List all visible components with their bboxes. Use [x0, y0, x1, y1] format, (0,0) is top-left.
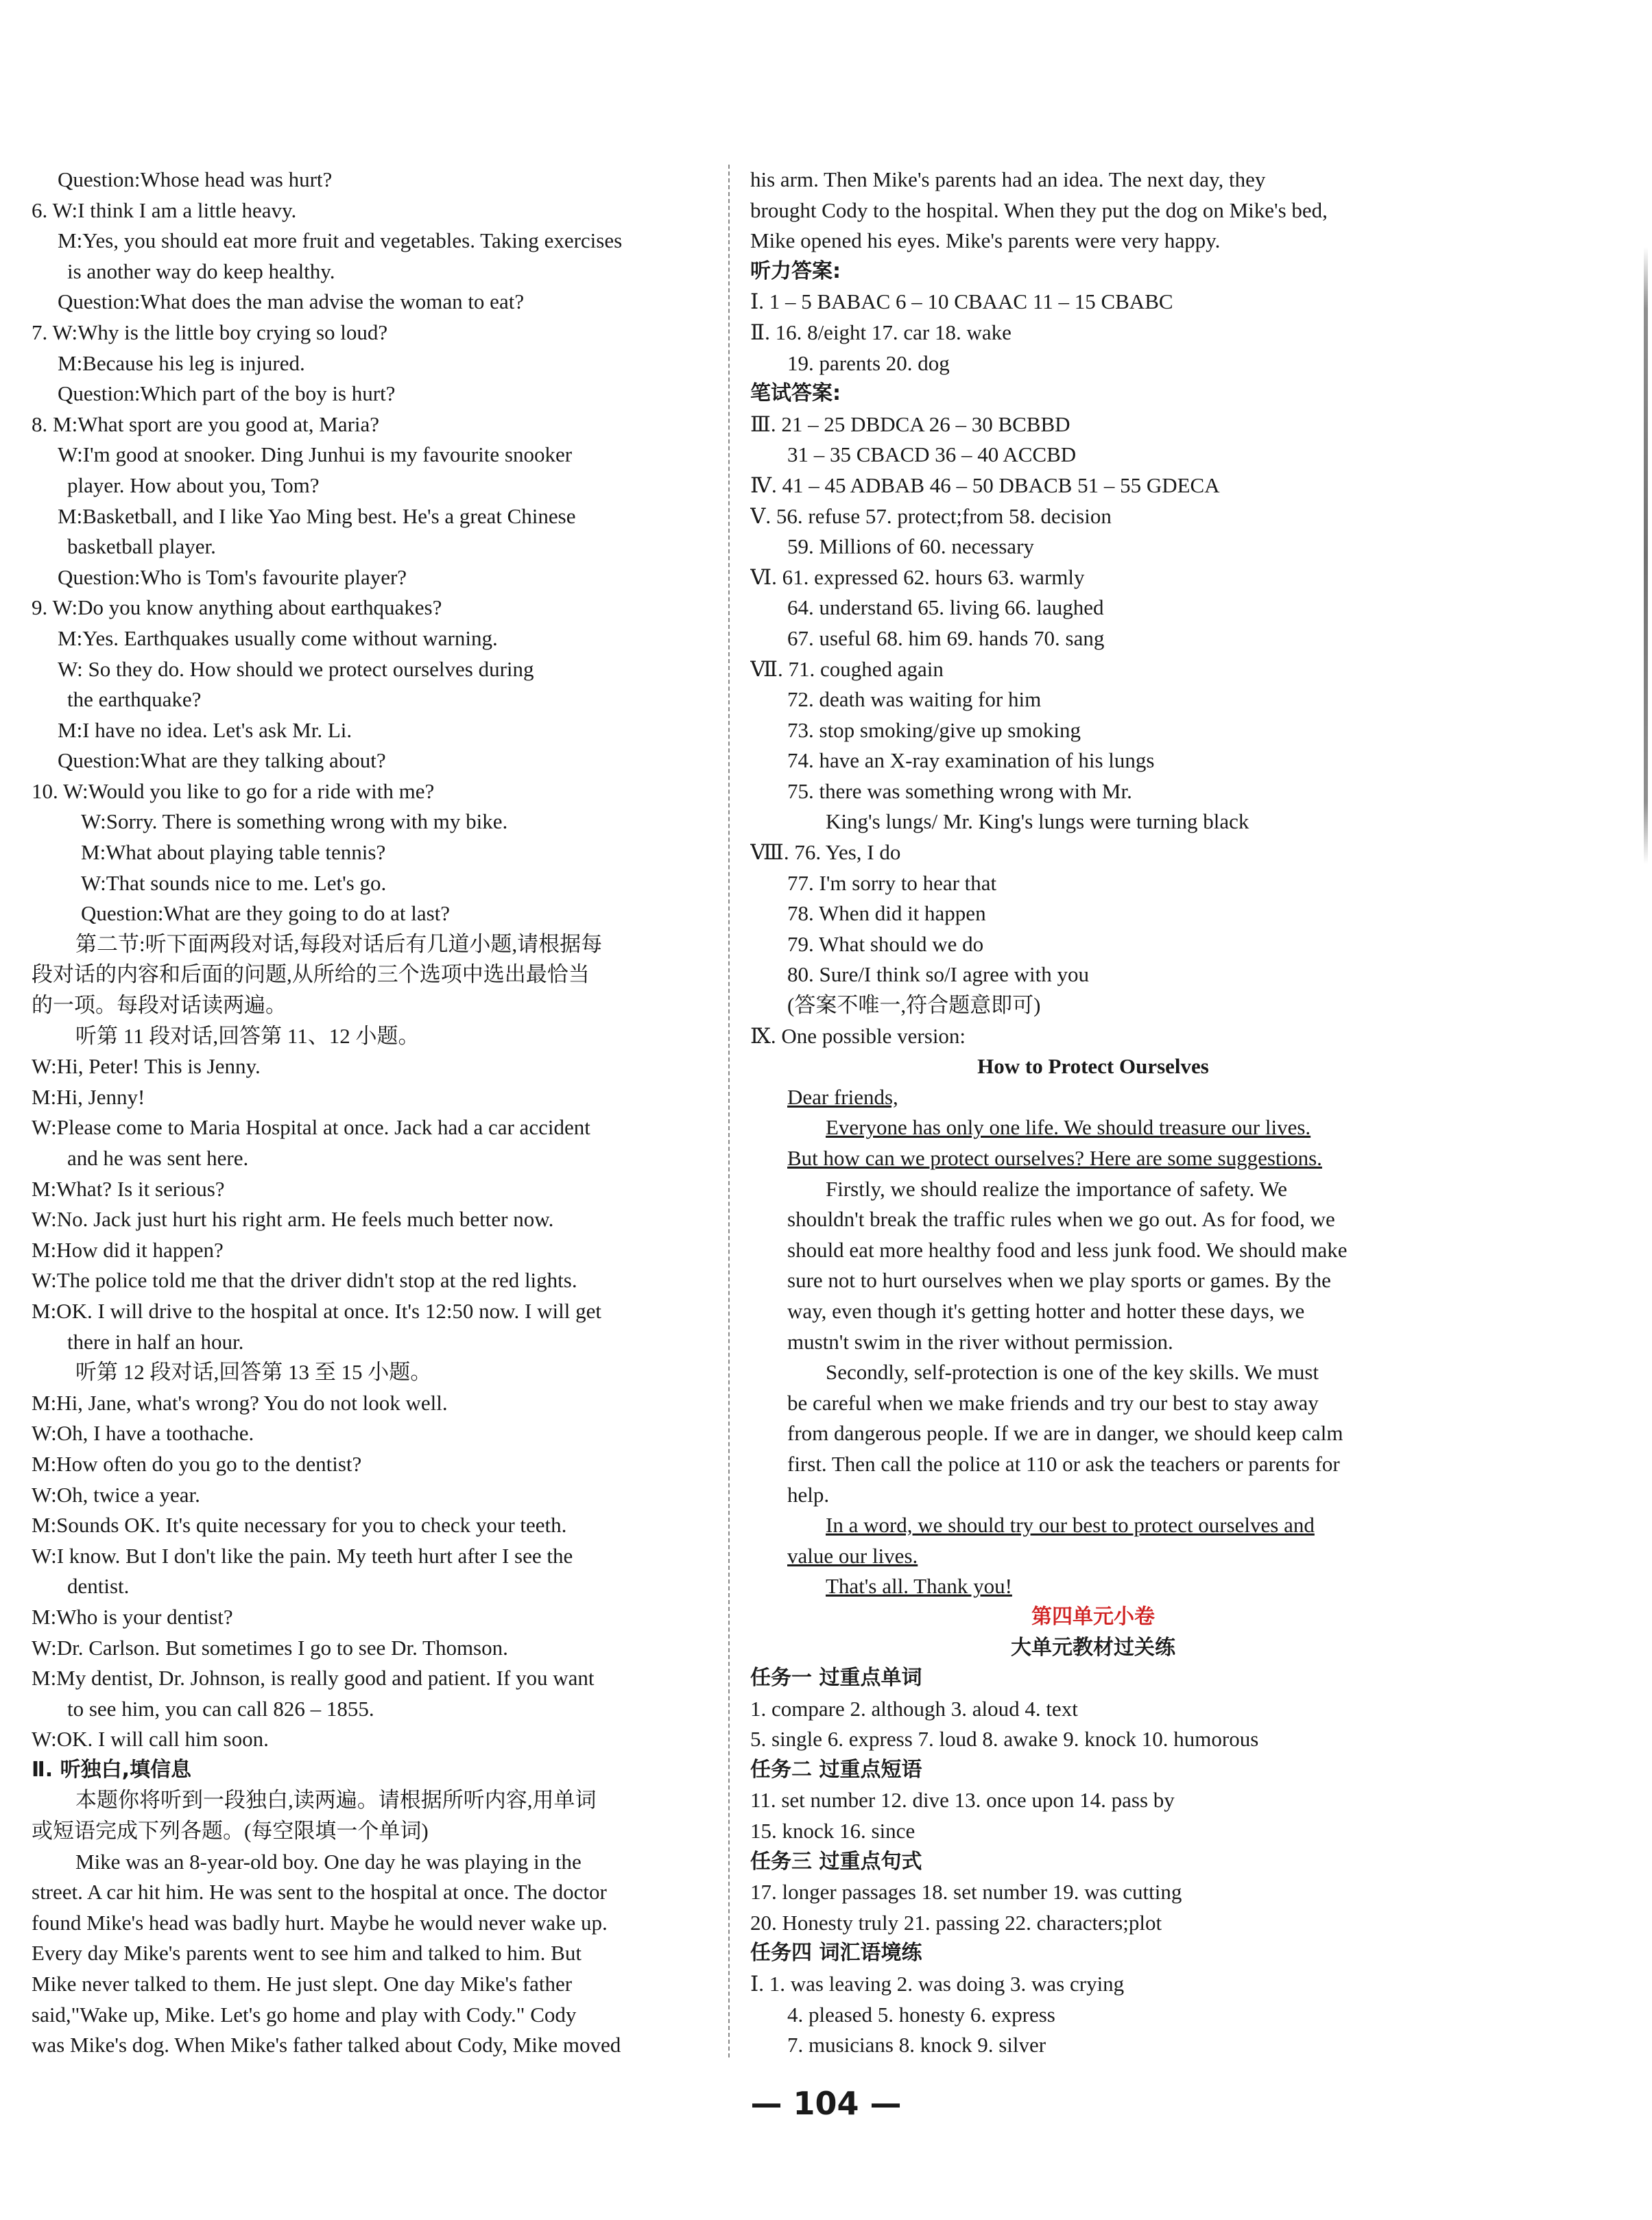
- right-column-line: 17. longer passages 18. set number 19. was cutting: [750, 1880, 1182, 1905]
- right-column-line: sure not to hurt ourselves when we play sports or games. By the: [787, 1268, 1331, 1293]
- left-column-line: W:Sorry. There is something wrong with my bike.: [81, 809, 508, 834]
- right-column-line: 75. there was something wrong with Mr.: [787, 778, 1132, 803]
- scan-edge-shadow: [1644, 247, 1648, 864]
- left-column-line: W:I know. But I don't like the pain. My teeth hurt after I see the: [32, 1543, 573, 1568]
- left-column-line: Question:What are they going to do at last?: [81, 901, 451, 926]
- right-column-line: 59. Millions of 60. necessary: [787, 534, 1034, 559]
- right-column-line: 听力答案:: [750, 259, 841, 283]
- right-column-line: 74. have an X-ray examination of his lungs: [787, 748, 1155, 773]
- left-column-line: 听第 12 段对话,回答第 13 至 15 小题。: [75, 1360, 432, 1385]
- right-column-line: 任务二 过重点短语: [750, 1757, 922, 1782]
- right-column-line: value our lives.: [787, 1543, 918, 1568]
- left-column-line: the earthquake?: [67, 687, 202, 712]
- right-column-line: 任务四 词汇语境练: [750, 1941, 922, 1966]
- right-column-line: Ⅵ. 61. expressed 62. hours 63. warmly: [750, 564, 1085, 589]
- left-column-line: 本题你将听到一段独白,读两遍。请根据所听内容,用单词: [75, 1788, 597, 1813]
- left-column-line: W:Dr. Carlson. But sometimes I go to see Dr. Thomson.: [32, 1635, 508, 1660]
- left-column-line: M:I have no idea. Let's ask Mr. Li.: [58, 717, 352, 742]
- left-column-line: basketball player.: [67, 534, 216, 559]
- right-column-line: 1. compare 2. although 3. aloud 4. text: [750, 1696, 1078, 1721]
- right-column-line: Ⅸ. One possible version:: [750, 1023, 966, 1048]
- left-column-line: 7. W:Why is the little boy crying so loud?: [32, 320, 388, 344]
- page-number: — 104 —: [750, 2085, 902, 2122]
- right-column-line: 72. death was waiting for him: [787, 687, 1042, 712]
- left-column-line: M:My dentist, Dr. Johnson, is really good and patient. If you want: [32, 1666, 595, 1691]
- right-column-line: Secondly, self-protection is one of the key skills. We must: [826, 1360, 1319, 1385]
- right-column-line: 笔试答案:: [750, 381, 841, 406]
- left-column-line: W:Hi, Peter! This is Jenny.: [32, 1054, 261, 1079]
- left-column-line: M:Basketball, and I like Yao Ming best. He's a great Chinese: [58, 503, 576, 528]
- left-column-line: Question:What are they talking about?: [58, 748, 386, 773]
- left-column-line: M:Because his leg is injured.: [58, 350, 305, 375]
- right-column-line: Ⅰ. 1 – 5 BABAC 6 – 10 CBAAC 11 – 15 CBABC: [750, 289, 1173, 314]
- right-column-line: way, even though it's getting hotter and hotter these days, we: [787, 1298, 1305, 1323]
- right-column-line: 大单元教材过关练: [1011, 1635, 1175, 1660]
- left-column-line: M:Yes. Earthquakes usually come without warning.: [58, 625, 498, 650]
- right-column-line: 20. Honesty truly 21. passing 22. characters;plot: [750, 1910, 1162, 1935]
- right-column-line: Dear friends,: [787, 1084, 898, 1109]
- right-column-line: should eat more healthy food and less junk food. We should make: [787, 1237, 1348, 1262]
- right-column-line: 80. Sure/I think so/I agree with you: [787, 962, 1089, 987]
- right-column-line: 78. When did it happen: [787, 901, 986, 926]
- right-column-line: But how can we protect ourselves? Here are some suggestions.: [787, 1146, 1322, 1170]
- left-column-line: 听第 11 段对话,回答第 11、12 小题。: [75, 1023, 420, 1048]
- right-column-line: 31 – 35 CBACD 36 – 40 ACCBD: [787, 442, 1077, 467]
- right-column: [750, 165, 1436, 2061]
- left-column-line: W:Please come to Maria Hospital at once. Jack had a car accident: [32, 1115, 590, 1140]
- right-column-line: be careful when we make friends and try our best to stay away: [787, 1390, 1319, 1415]
- right-column-line: mustn't swim in the river without permission.: [787, 1329, 1173, 1354]
- left-column-line: 的一项。每段对话读两遍。: [32, 993, 287, 1018]
- right-column-line: How to Protect Ourselves: [977, 1054, 1209, 1079]
- left-column-line: 9. W:Do you know anything about earthquakes?: [32, 595, 442, 620]
- left-column-line: M:How did it happen?: [32, 1237, 224, 1262]
- left-column-line: there in half an hour.: [67, 1329, 244, 1354]
- left-column-line: Ⅱ. 听独白,填信息: [32, 1757, 191, 1782]
- left-column-line: 段对话的内容和后面的问题,从所给的三个选项中选出最恰当: [32, 962, 590, 987]
- left-column-line: to see him, you can call 826 – 1855.: [67, 1696, 374, 1721]
- left-column-line: W:The police told me that the driver didn't stop at the red lights.: [32, 1268, 577, 1293]
- right-column-line: 19. parents 20. dog: [787, 350, 950, 375]
- left-column-line: M:Yes, you should eat more fruit and vegetables. Taking exercises: [58, 228, 623, 253]
- left-column-line: Question:What does the man advise the woman to eat?: [58, 289, 525, 314]
- right-column-line: Ⅴ. 56. refuse 57. protect;from 58. decision: [750, 503, 1112, 528]
- right-column-line: Ⅰ. 1. was leaving 2. was doing 3. was crying: [750, 1972, 1125, 1996]
- left-column-line: M:Hi, Jenny!: [32, 1084, 145, 1109]
- right-column-line: shouldn't break the traffic rules when we go out. As for food, we: [787, 1207, 1335, 1232]
- left-column-line: 8. M:What sport are you good at, Maria?: [32, 411, 380, 436]
- left-column-line: M:What? Is it serious?: [32, 1176, 225, 1201]
- right-column-line: Ⅷ. 76. Yes, I do: [750, 840, 901, 865]
- left-column-line: Mike was an 8-year-old boy. One day he was playing in the: [75, 1849, 582, 1874]
- right-column-line: from dangerous people. If we are in danger, we should keep calm: [787, 1421, 1343, 1446]
- left-column-line: M:OK. I will drive to the hospital at once. It's 12:50 now. I will get: [32, 1298, 601, 1323]
- right-column-line: King's lungs/ Mr. King's lungs were turning black: [826, 809, 1249, 834]
- right-column-line: 7. musicians 8. knock 9. silver: [787, 2033, 1046, 2057]
- left-column-line: W:No. Jack just hurt his right arm. He feels much better now.: [32, 1207, 554, 1232]
- right-column-line: 4. pleased 5. honesty 6. express: [787, 2002, 1055, 2027]
- left-column-line: W:Oh, I have a toothache.: [32, 1421, 254, 1446]
- left-column-line: Mike never talked to them. He just slept. One day Mike's father: [32, 1972, 573, 1996]
- left-column-line: was Mike's dog. When Mike's father talked about Cody, Mike moved: [32, 2033, 621, 2057]
- left-column-line: found Mike's head was badly hurt. Maybe he would never wake up.: [32, 1910, 608, 1935]
- right-column-line: That's all. Thank you!: [826, 1574, 1012, 1599]
- left-column: [32, 165, 717, 2061]
- left-column-line: 6. W:I think I am a little heavy.: [32, 198, 297, 222]
- left-column-line: W:I'm good at snooker. Ding Junhui is my favourite snooker: [58, 442, 573, 467]
- right-column-line: 5. single 6. express 7. loud 8. awake 9. knock 10. humorous: [750, 1727, 1259, 1752]
- right-column-line: brought Cody to the hospital. When they put the dog on Mike's bed,: [750, 198, 1328, 222]
- left-column-line: Every day Mike's parents went to see him and talked to him. But: [32, 1941, 582, 1966]
- right-column-line: 任务三 过重点句式: [750, 1849, 922, 1874]
- right-column-line: 15. knock 16. since: [750, 1819, 915, 1843]
- right-column-line: Ⅳ. 41 – 45 ADBAB 46 – 50 DBACB 51 – 55 GDECA: [750, 473, 1220, 497]
- left-column-line: 或短语完成下列各题。(每空限填一个单词): [32, 1819, 429, 1843]
- left-column-line: W: So they do. How should we protect ourselves during: [58, 656, 534, 681]
- left-column-line: 10. W:Would you like to go for a ride with me?: [32, 778, 435, 803]
- right-column-line: his arm. Then Mike's parents had an idea. The next day, they: [750, 167, 1266, 191]
- left-column-line: street. A car hit him. He was sent to the hospital at once. The doctor: [32, 1880, 607, 1905]
- right-column-line: (答案不唯一,符合题意即可): [787, 993, 1041, 1018]
- right-column-line: In a word, we should try our best to protect ourselves and: [826, 1513, 1315, 1538]
- right-column-line: 79. What should we do: [787, 931, 984, 956]
- left-column-line: W:OK. I will call him soon.: [32, 1727, 269, 1752]
- left-column-line: said,"Wake up, Mike. Let's go home and play with Cody." Cody: [32, 2002, 577, 2027]
- left-column-line: W:That sounds nice to me. Let's go.: [81, 870, 387, 895]
- left-column-line: is another way do keep healthy.: [67, 259, 335, 283]
- left-column-line: M:Sounds OK. It's quite necessary for you to check your teeth.: [32, 1513, 567, 1538]
- left-column-line: Question:Whose head was hurt?: [58, 167, 333, 191]
- left-column-line: W:Oh, twice a year.: [32, 1482, 200, 1507]
- right-column-line: 67. useful 68. him 69. hands 70. sang: [787, 625, 1105, 650]
- right-column-line: 73. stop smoking/give up smoking: [787, 717, 1081, 742]
- left-column-line: M:Who is your dentist?: [32, 1604, 233, 1629]
- right-column-line: Mike opened his eyes. Mike's parents were very happy.: [750, 228, 1221, 253]
- right-column-line: first. Then call the police at 110 or ask the teachers or parents for: [787, 1451, 1340, 1476]
- column-divider: [728, 165, 730, 2057]
- right-column-line: Ⅶ. 71. coughed again: [750, 656, 944, 681]
- left-column-line: 第二节:听下面两段对话,每段对话后有几道小题,请根据每: [75, 931, 603, 956]
- right-column-line: 77. I'm sorry to hear that: [787, 870, 997, 895]
- right-column-line: 64. understand 65. living 66. laughed: [787, 595, 1104, 620]
- right-column-line: Ⅲ. 21 – 25 DBDCA 26 – 30 BCBBD: [750, 411, 1070, 436]
- right-column-line: Ⅱ. 16. 8/eight 17. car 18. wake: [750, 320, 1011, 344]
- left-column-line: player. How about you, Tom?: [67, 473, 320, 497]
- right-column-line: 11. set number 12. dive 13. once upon 14. pass by: [750, 1788, 1175, 1813]
- right-column-line: 第四单元小卷: [1031, 1604, 1155, 1629]
- right-column-line: Everyone has only one life. We should treasure our lives.: [826, 1115, 1311, 1140]
- left-column-line: Question:Which part of the boy is hurt?: [58, 381, 396, 406]
- right-column-line: help.: [787, 1482, 830, 1507]
- right-column-line: Firstly, we should realize the importance of safety. We: [826, 1176, 1287, 1201]
- right-column-line: 任务一 过重点单词: [750, 1666, 922, 1691]
- left-column-line: M:Hi, Jane, what's wrong? You do not look well.: [32, 1390, 448, 1415]
- left-column-line: Question:Who is Tom's favourite player?: [58, 564, 407, 589]
- left-column-line: M:What about playing table tennis?: [81, 840, 386, 865]
- left-column-line: and he was sent here.: [67, 1146, 249, 1170]
- left-column-line: dentist.: [67, 1574, 130, 1599]
- left-column-line: M:How often do you go to the dentist?: [32, 1451, 362, 1476]
